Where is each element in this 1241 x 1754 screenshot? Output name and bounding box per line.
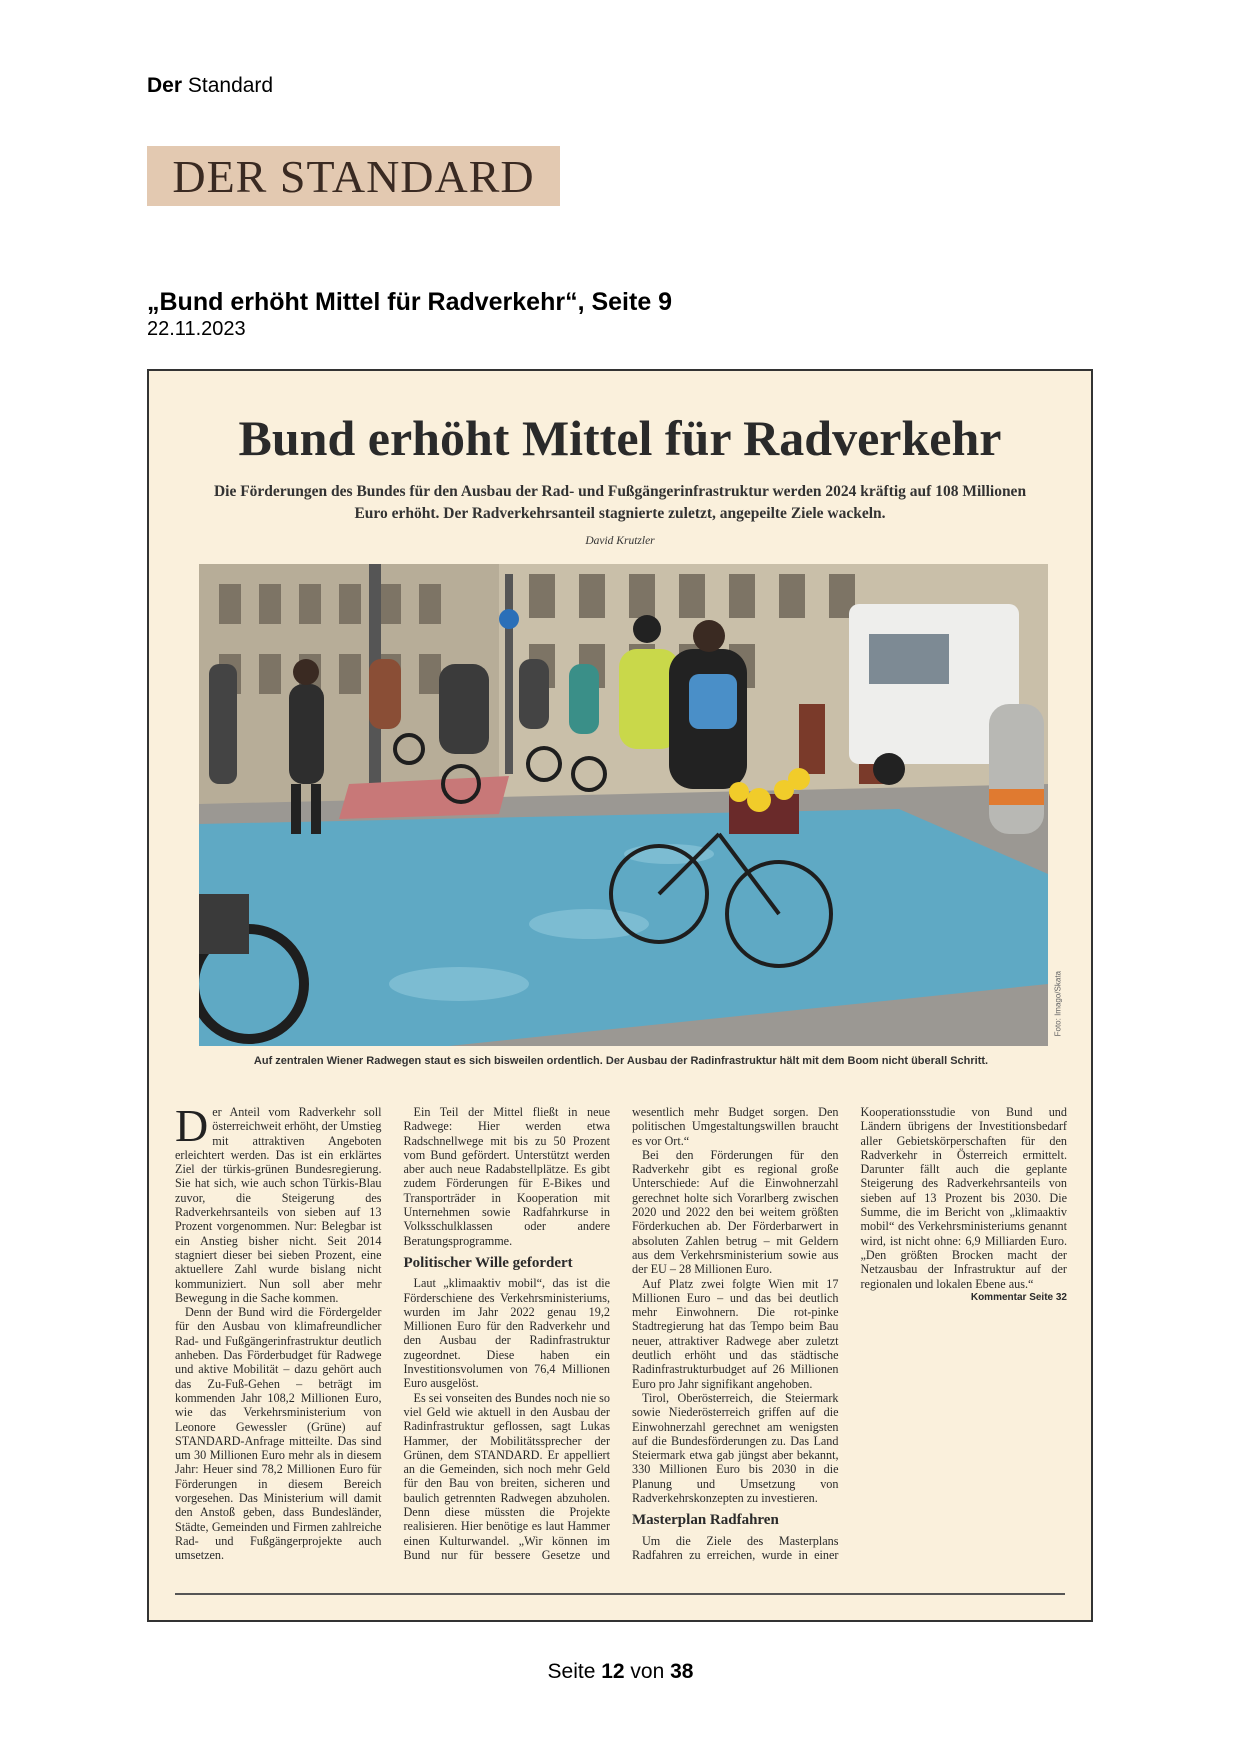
publication-label-rest: Standard — [182, 74, 274, 97]
current-page-number: 12 — [601, 1660, 625, 1683]
clipping-headline: Bund erhöht Mittel für Radverkehr — [238, 410, 1002, 466]
subheading: Masterplan Radfahren — [632, 1512, 779, 1529]
article-date: 22.11.2023 — [147, 318, 246, 340]
page-footer — [0, 1660, 1241, 1684]
paragraph-text: er Anteil vom Radverkehr soll österreichweit erhöht, der Umstieg mit attraktiven Angeboten erleichtert werden. Das ist ein erklärtes Ziel der türkis-grünen Bundesregierung. Sie hat sich, wie auch schon Türkis-Blau zuvor, die Steigerung des Radverkehrsanteils von sieben auf 13 Prozent vorgenommen. Nur: Belegbar ist ein Anstieg bisher nicht. Seit 2014 stagniert dieser bei sieben Prozent, eine aktuellere Zahl wurde bislang nicht kommuniziert. Nun soll aber mehr Bewegung in die Sache kommen. — [175, 1105, 382, 1305]
paragraph-text: Um die Ziele des Masterplans Radfahren zu erreichen, wurde in einer Kooperationsstudie von Bund und Ländern übrigens der Investitionsbedarf aller Gebietskörperschaften für den Radverkehr in Österreich ermittelt. Darunter fällt auch die geplante Steigerung des Radverkehrsanteils von sieben auf 13 Prozent bis 2030. Die Summe, die im Bericht von „klimaaktiv mobil“ des Verkehrsministeriums genannt wird, ist nicht ohne: 6,9 Milliarden Euro. „Den größten Brocken macht der Netzausbau der Infrastruktur auf der regionalen und lokalen Ebene aus.“ — [632, 1105, 1067, 1562]
paragraph — [175, 1100, 382, 1305]
cyclists-photo — [199, 564, 1048, 1046]
photo-caption: Auf zentralen Wiener Radwegen staut es sich bisweilen ordentlich. Der Ausbau der Radinfrastruktur hält mit dem Boom nicht überall Schritt. — [253, 1055, 989, 1067]
footer-middle: von — [624, 1660, 671, 1683]
paragraph: Bei den Förderungen für den Radverkehr gibt es regional große Unterschiede: Auf die Einwohnerzahl gerechnet holte sich Vorarlberg zwischen 2020 und 2022 den bei weitem größten Förderkuchen ab. Der Förderbarwert in absoluten Zahlen betrug – mit Geldern aus dem Verkehrsministerium sowie aus der EU – 28 Millionen Euro. — [632, 1147, 839, 1277]
paragraph: Auf Platz zwei folgte Wien mit 17 Millionen Euro – und das bei deutlich mehr Einwohnern. Die rot-pinke Stadtregierung hat das Tempo beim Bau neuer, attraktiver Radwege aber zuletzt deutlich erhöht und das städtische Radinfrastrukturbudget auf 26 Millionen Euro pro Jahr signifikant angehoben. — [632, 1276, 839, 1391]
article-heading: „Bund erhöht Mittel für Radverkehr“, Seite 9 — [147, 288, 673, 316]
clipping-author: David Krutzler — [585, 535, 655, 547]
publication-label-bold: Der — [147, 74, 183, 97]
masthead-logo: DER STANDARD — [147, 146, 560, 206]
footer-prefix: Seite — [547, 1660, 602, 1683]
paragraph: Ein Teil der Mittel fließt in neue Radwege: Hier werden etwa Radschnellwege mit bis zu 50 Prozent vom Bund gefördert. Unterstützt werden aber auch neue Radabstellplätze. Es gibt zudem Förderungen für E-Bikes und Transporträder in Kooperation mit Unternehmen sowie Radfahrkurse in Volksschulklassen oder andere Beratungsprogramme. — [403, 1105, 610, 1248]
clipping-subheadline: Die Förderungen des Bundes für den Ausbau der Rad- und Fußgängerinfrastruktur werden 2024 kräftig auf 108 Millionen Euro erhöht. Der Radverkehrsanteil stagnierte zuletzt, angepeilte Ziele wackeln. — [213, 483, 1027, 522]
bottom-rule — [175, 1593, 1065, 1595]
newspaper-clipping — [147, 369, 1093, 1622]
dropcap: D — [175, 1100, 209, 1151]
publication-label — [147, 74, 273, 98]
cross-reference: Kommentar Seite 32 — [970, 1291, 1067, 1303]
paragraph: Tirol, Oberösterreich, die Steiermark sowie Niederösterreich griffen auf die Einwohnerzahl gerechnet am wenigsten auf die Bundesförderungen zu. Das Land Steiermark etwa gab jüngst aber bekannt, 330 Millionen Euro bis 2030 in die Planung und Umsetzung von Radverkehrskonzepten zu investieren. — [632, 1390, 839, 1506]
paragraph: Laut „klimaaktiv mobil“, das ist die Förderschiene des Verkehrsministeriums, wurden im Jahr 2022 genau 19,2 Millionen Euro für den Radverkehr und den Ausbau der Radinfrastruktur zugeordnet. Diese haben ein Investitionsvolumen von 76,4 Millionen Euro ausgelöst. — [403, 1276, 610, 1391]
total-pages: 38 — [670, 1660, 694, 1683]
article-body — [175, 1100, 1067, 1571]
paragraph: Denn der Bund wird die Fördergelder für den Ausbau von klimafreundlicher Rad- und Fußgängerinfrastruktur deutlich anheben. Das Förderbudget für Radwege und aktive Mobilität – dazu gehört auch das Zu-Fuß-Gehen – beträgt im kommenden Jahr 108,2 Millionen Euro, wie das Verkehrsministerium von Leonore Gewessler (Grüne) auf STANDARD-Anfrage mitteilte. Das sind um 30 Millionen Euro mehr als in diesem Jahr: Heuer sind 78,2 Millionen Euro für Förderungen in diesem Bereich vorgesehen. Das Ministerium will damit den Anstoß geben, dass Bundesländer, Städte, Gemeinden und Firmen zahlreiche Rad- und Fußgängerprojekte auch umsetzen. — [175, 1305, 382, 1563]
subheading: Politischer Wille gefordert — [403, 1254, 573, 1271]
paragraph: Es sei vonseiten des Bundes noch nie so viel Geld wie aktuell in den Ausbau der Radinfrastruktur geflossen, sagt Lukas Hammer, der Mobilitätssprecher der Grünen, dem STANDARD. Er appelliert an die Gemeinden, sich noch mehr Geld für den Bau von breiten, sicheren und baulich getrennten Radwegen abzuholen. Denn diese müssten die Projekte realisieren. Hier benötige es laut Hammer einen Kulturwandel. „Wir können im Bund nur für bessere Gesetze und wesentlich mehr Budget sorgen. Den politischen Umgestaltungswillen braucht es vor Ort.“ — [403, 1105, 839, 1562]
photo-credit: Foto: Imago/Skata — [1053, 971, 1062, 1037]
